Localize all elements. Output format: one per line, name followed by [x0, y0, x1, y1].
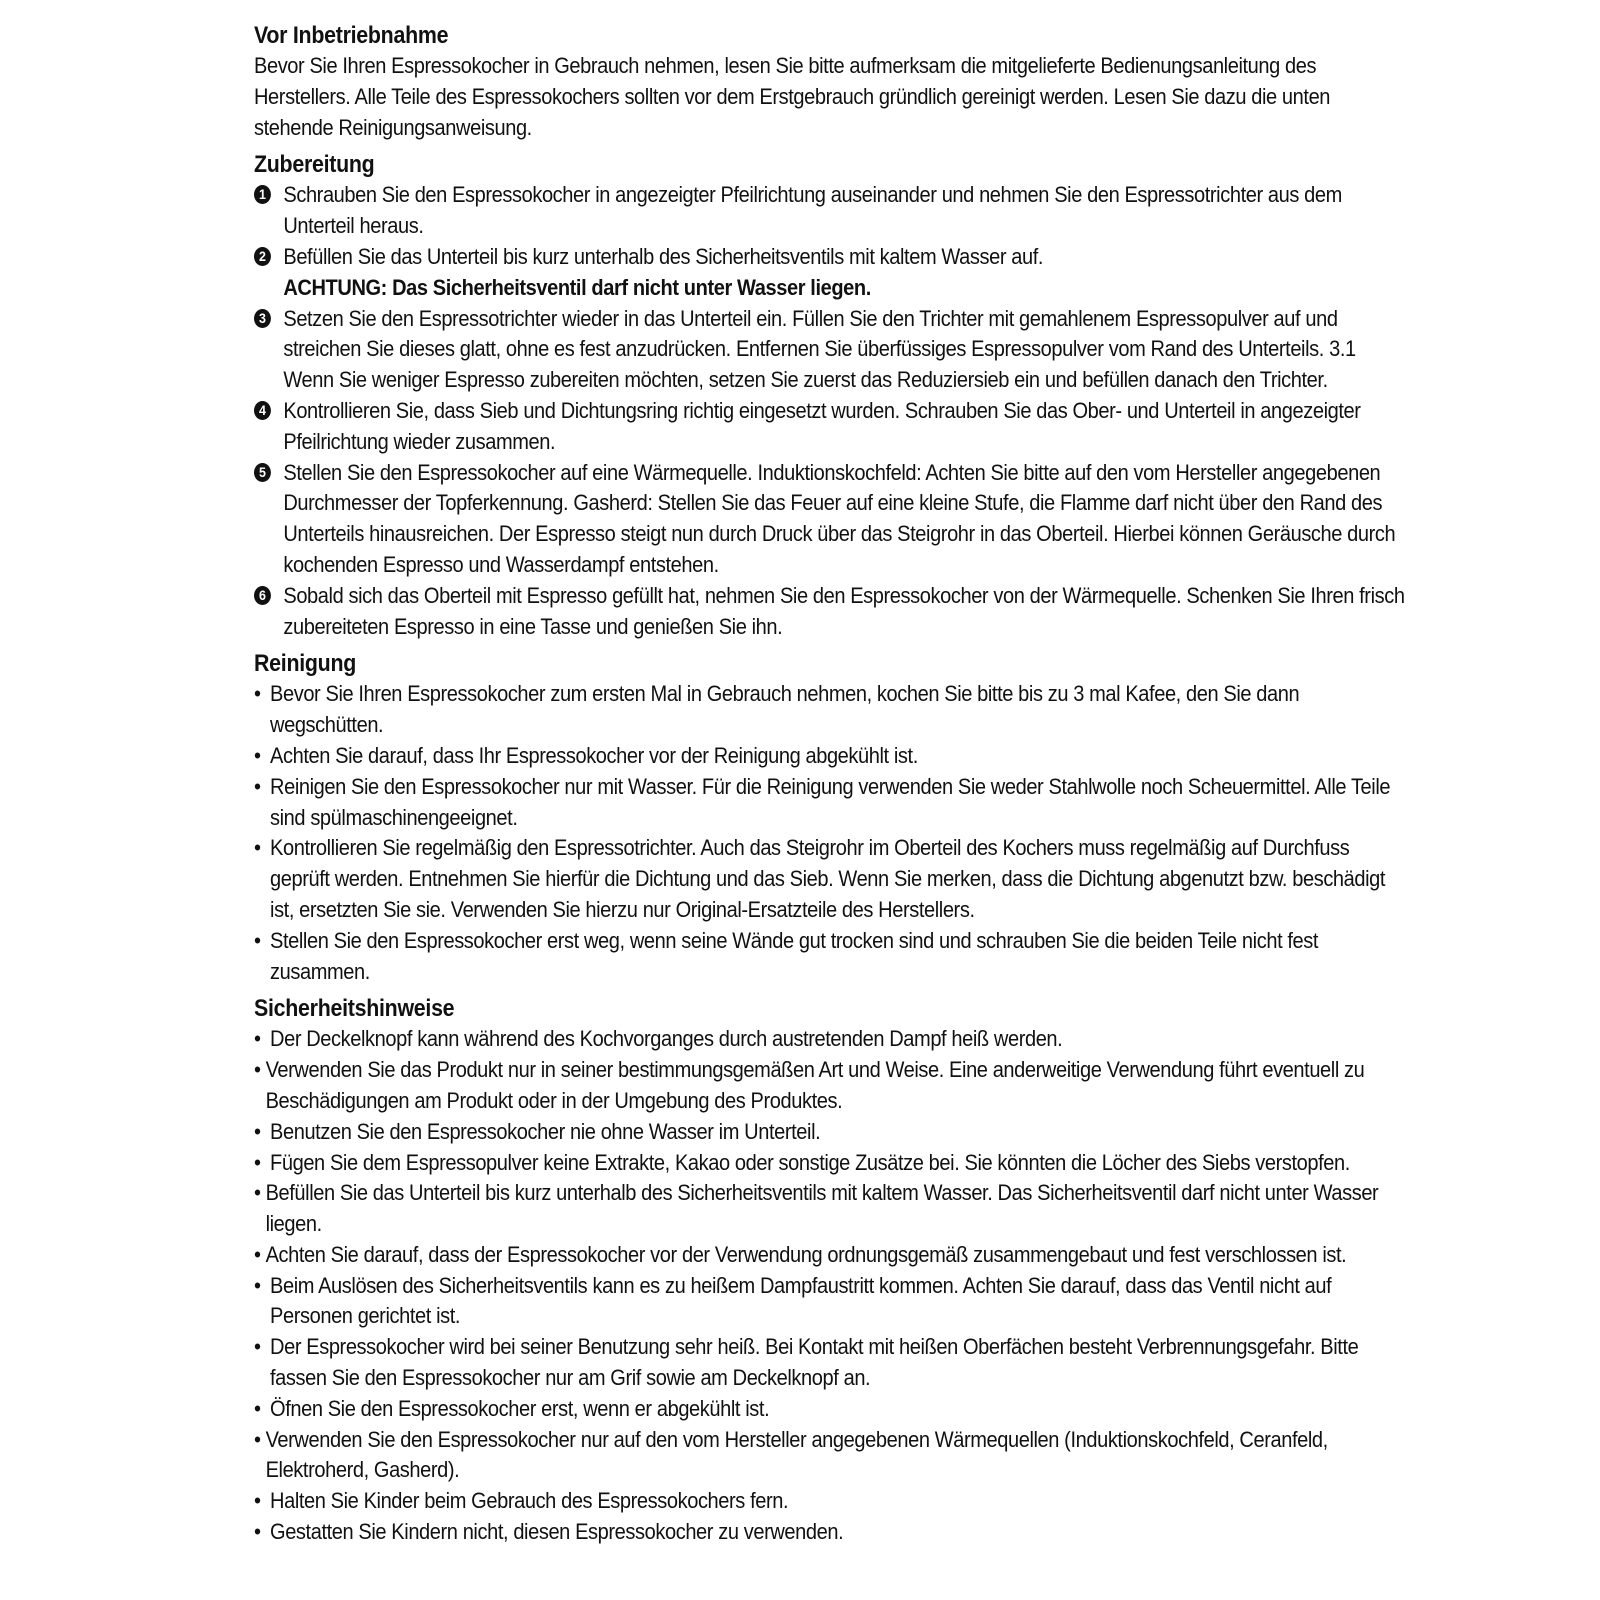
- step-text: Setzen Sie den Espressotrichter wieder in das Unterteil ein. Füllen Sie den Trichter mit gemahlenem Espressopulver auf und streichen Sie dieses glatt, ohne es fest anzudrücken. Entfernen Sie überfüssiges Espressopulver vom Rand des Unterteils. 3.1 Wenn Sie weniger Espresso zubereiten möchten, setzen Sie zuerst das Reduziersieb ein und befüllen danach den Trichter.: [283, 305, 1356, 393]
- list-item: [254, 1517, 1411, 1548]
- list-item: [254, 1332, 1411, 1394]
- list-item: [254, 1425, 1411, 1487]
- step-warning: ACHTUNG: Das Sicherheitsventil darf nicht unter Wasser liegen.: [283, 274, 871, 300]
- list-item-text: Benutzen Sie den Espressokocher nie ohne Wasser im Unterteil.: [270, 1118, 821, 1144]
- list-item-text: Befüllen Sie das Unterteil bis kurz unterhalb des Sicherheitsventils mit kaltem Wasser. Das Sicherheitsventil darf nicht unter Wasser liegen.: [265, 1180, 1379, 1237]
- step-text: Stellen Sie den Espressokocher auf eine Wärmequelle. Induktionskochfeld: Achten Sie bitte auf den vom Hersteller angegebenen Durchmesser der Topferkennung. Gasherd: Stellen Sie das Feuer auf eine kleine Stufe, die Flamme darf nicht über den Rand des Unterteils hinausreichen. Der Espresso steigt nun durch Druck über das Steigrohr in das Oberteil. Hierbei können Geräusche durch kochenden Espresso und Wasserdampf entstehen.: [283, 459, 1396, 577]
- section-paragraph: Bevor Sie Ihren Espressokocher in Gebrauch nehmen, lesen Sie bitte aufmerksam die mitgelieferte Bedienungsanleitung des Herstellers. Alle Teile des Espressokochers sollten vor dem Erstgebrauch gründlich gereinigt werden. Lesen Sie dazu die unten stehende Reinigungsanweisung.: [254, 53, 1331, 140]
- section-reinigung: [254, 648, 1411, 987]
- instruction-document: [254, 20, 1411, 1548]
- bullet-icon: •: [254, 1057, 261, 1083]
- list-item-text: Reinigen Sie den Espressokocher nur mit Wasser. Für die Reinigung verwenden Sie weder Stahlwolle noch Scheuermittel. Alle Teile sind spülmaschinengeeignet.: [270, 773, 1391, 830]
- list-item-text: Der Espressokocher wird bei seiner Benutzung sehr heiß. Bei Kontakt mit heißen Oberfächen besteht Verbrennungsgefahr. Bitte fassen Sie den Espressokocher nur am Grif sowie am Deckelknopf an.: [270, 1334, 1359, 1391]
- list-item: [254, 679, 1411, 741]
- section-zubereitung: [254, 149, 1411, 642]
- step-text: Befüllen Sie das Unterteil bis kurz unterhalb des Sicherheitsventils mit kaltem Wasser auf.: [283, 243, 1044, 269]
- list-item: [254, 926, 1411, 988]
- bullet-icon: •: [254, 1334, 261, 1360]
- step-number-badge: 4: [254, 401, 271, 420]
- step-item: [254, 180, 1411, 242]
- section-sicherheitshinweise: [254, 993, 1411, 1548]
- list-item: [254, 772, 1411, 834]
- list-item: [254, 1486, 1411, 1517]
- step-number-badge: 5: [254, 463, 271, 482]
- list-item-text: Öfnen Sie den Espressokocher erst, wenn er abgekühlt ist.: [270, 1395, 770, 1421]
- step-number-badge: 6: [254, 586, 271, 605]
- list-item-text: Beim Auslösen des Sicherheitsventils kann es zu heißem Dampfaustritt kommen. Achten Sie darauf, dass das Ventil nicht auf Personen gerichtet ist.: [270, 1272, 1332, 1329]
- list-item: [254, 1148, 1411, 1179]
- bullet-icon: •: [254, 681, 261, 707]
- bullet-icon: •: [254, 1426, 261, 1452]
- list-item-text: Achten Sie darauf, dass Ihr Espressokocher vor der Reinigung abgekühlt ist.: [270, 742, 918, 768]
- section-heading: Vor Inbetriebnahme: [254, 22, 449, 49]
- step-number-badge: 3: [254, 309, 271, 328]
- bullet-icon: •: [254, 1118, 261, 1144]
- list-item: [254, 833, 1411, 925]
- bullet-icon: •: [254, 1395, 261, 1421]
- bullet-icon: •: [254, 1272, 261, 1298]
- list-item-text: Gestatten Sie Kindern nicht, diesen Espressokocher zu verwenden.: [270, 1519, 844, 1545]
- bullet-icon: •: [254, 1026, 261, 1052]
- list-item-text: Fügen Sie dem Espressopulver keine Extrakte, Kakao oder sonstige Zusätze bei. Sie könnten die Löcher des Siebs verstopfen.: [270, 1149, 1350, 1175]
- list-item: [254, 1178, 1411, 1240]
- section-heading: Reinigung: [254, 650, 357, 678]
- list-item-text: Stellen Sie den Espressokocher erst weg, wenn seine Wände gut trocken sind und schrauben Sie die beiden Teile nicht fest zusammen.: [270, 927, 1319, 984]
- list-item: [254, 1024, 1411, 1055]
- bullet-icon: •: [254, 1519, 261, 1545]
- list-item-text: Verwenden Sie den Espressokocher nur auf den vom Hersteller angegebenen Wärmequellen (Induktionskochfeld, Ceranfeld, Elektroherd, Gasherd).: [265, 1426, 1328, 1483]
- bullet-icon: •: [254, 742, 261, 768]
- bullet-icon: •: [254, 927, 261, 953]
- step-item: [254, 396, 1411, 458]
- list-item: [254, 1271, 1411, 1333]
- step-text: Sobald sich das Oberteil mit Espresso gefüllt hat, nehmen Sie den Espressokocher von der Wärmequelle. Schenken Sie Ihren frisch zubereiteten Espresso in eine Tasse und genießen Sie ihn.: [283, 582, 1405, 639]
- step-item: [254, 458, 1411, 581]
- step-item: [254, 304, 1411, 396]
- list-item-text: Kontrollieren Sie regelmäßig den Espressotrichter. Auch das Steigrohr im Oberteil des Kochers muss regelmäßig auf Durchfuss geprüft werden. Entnehmen Sie hierfür die Dichtung und das Sieb. Wenn Sie merken, dass die Dichtung abgenutzt bzw. beschädigt ist, ersetzten Sie sie. Verwenden Sie hierzu nur Original-Ersatzteile des Herstellers.: [270, 835, 1386, 922]
- bullet-icon: •: [254, 1488, 261, 1514]
- list-item: [254, 1055, 1411, 1117]
- list-item-text: Der Deckelknopf kann während des Kochvorganges durch austretenden Dampf heiß werden.: [270, 1026, 1063, 1052]
- bullet-icon: •: [254, 773, 261, 799]
- step-item: [254, 242, 1411, 304]
- list-item-text: Bevor Sie Ihren Espressokocher zum ersten Mal in Gebrauch nehmen, kochen Sie bitte bis zu 3 mal Kafee, den Sie dann wegschütten.: [270, 681, 1300, 738]
- step-number-badge: 1: [254, 185, 271, 204]
- step-number-badge: 2: [254, 247, 271, 266]
- list-item-text: Verwenden Sie das Produkt nur in seiner bestimmungsgemäßen Art und Weise. Eine anderweitige Verwendung führt eventuell zu Beschädigungen am Produkt oder in der Umgebung des Produktes.: [265, 1057, 1365, 1113]
- list-item: [254, 1394, 1411, 1425]
- section-heading: Sicherheitshinweise: [254, 995, 455, 1023]
- step-text: Schrauben Sie den Espressokocher in angezeigter Pfeilrichtung auseinander und nehmen Sie den Espressotrichter aus dem Unterteil heraus.: [283, 182, 1342, 239]
- bullet-icon: •: [254, 1149, 261, 1175]
- section-heading: Zubereitung: [254, 151, 375, 179]
- list-item: [254, 741, 1411, 772]
- list-item: [254, 1240, 1411, 1271]
- bullet-icon: •: [254, 835, 261, 861]
- bullet-icon: •: [254, 1241, 261, 1267]
- list-item-text: Halten Sie Kinder beim Gebrauch des Espressokochers fern.: [270, 1488, 789, 1514]
- step-text: Kontrollieren Sie, dass Sieb und Dichtungsring richtig eingesetzt wurden. Schrauben Sie das Ober- und Unterteil in angezeigter Pfeilrichtung wieder zusammen.: [283, 397, 1361, 454]
- list-item-text: Achten Sie darauf, dass der Espressokocher vor der Verwendung ordnungsgemäß zusammengebaut und fest verschlossen ist.: [265, 1241, 1347, 1267]
- section-vor-inbetriebnahme: [254, 20, 1411, 143]
- bullet-icon: •: [254, 1180, 261, 1206]
- step-item: [254, 581, 1411, 643]
- list-item: [254, 1117, 1411, 1148]
